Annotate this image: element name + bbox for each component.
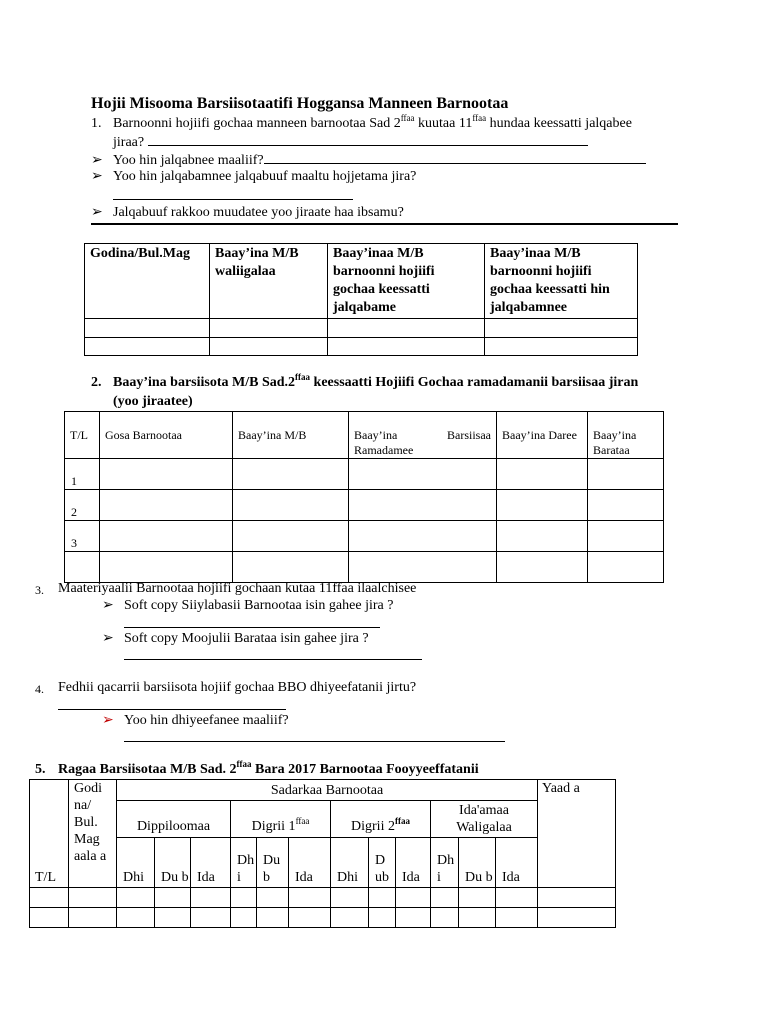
table-1-header: Baay’inaa M/B barnoonni hojiifi gochaa keessatti hin jalqabamnee <box>485 244 638 319</box>
sub-col-header: Dhi <box>117 838 155 888</box>
table-cell[interactable] <box>331 908 369 928</box>
table-cell[interactable] <box>496 908 538 928</box>
table-cell[interactable] <box>459 908 496 928</box>
row-number: 2 <box>65 490 100 521</box>
q1-answer-blank[interactable] <box>148 133 588 146</box>
table-cell[interactable] <box>497 459 588 490</box>
table-1-header: Baay’ina M/B waliigalaa <box>210 244 328 319</box>
table-2-header-row <box>65 412 664 459</box>
q4-sub1: ➢ Yoo hin dhiyeefanee maaliif? <box>102 713 289 728</box>
table-row <box>65 459 664 490</box>
table-cell[interactable] <box>588 490 664 521</box>
table-cell[interactable] <box>191 888 231 908</box>
sub-col-header: Dh i <box>231 838 257 888</box>
q2-number: 2. <box>91 375 102 390</box>
table-cell[interactable] <box>117 888 155 908</box>
arrow-bullet-icon: ➢ <box>102 713 114 728</box>
arrow-bullet-icon: ➢ <box>91 153 103 168</box>
q3-sub2: ➢ Soft copy Moojulii Barataa isin gahee jira ? <box>102 631 369 646</box>
tl-header: T/L <box>30 780 69 888</box>
table-cell[interactable] <box>369 908 396 928</box>
sub-col-header: Dh i <box>431 838 459 888</box>
table-cell[interactable] <box>538 888 616 908</box>
arrow-bullet-icon: ➢ <box>102 598 114 613</box>
table-cell[interactable] <box>257 888 289 908</box>
table-3 <box>29 779 616 928</box>
table-cell[interactable] <box>233 552 349 583</box>
arrow-bullet-icon: ➢ <box>91 205 103 220</box>
sub-col-header: Ida <box>289 838 331 888</box>
arrow-bullet-icon: ➢ <box>91 169 103 184</box>
q1-sub1-blank[interactable] <box>264 151 646 164</box>
table-1 <box>84 243 638 356</box>
table-cell[interactable] <box>100 459 233 490</box>
q5-text: Ragaa Barsiisotaa M/B Sad. $2^{ffaa}$ Bara 2017 Barnootaa Fooyyeeffatanii <box>58 759 479 777</box>
table-2-header: Gosa Barnootaa <box>100 412 233 459</box>
q1-sub3: ➢ Jalqabuuf rakkoo muudatee yoo jiraate haa ibsamu? <box>91 205 404 220</box>
table-cell[interactable] <box>191 908 231 928</box>
table-cell[interactable] <box>328 338 485 356</box>
q1-sub2: ➢ Yoo hin jalqabamnee jalqabuuf maaltu hojjetama jira? <box>91 169 417 184</box>
q4-text: Fedhii qacarrii barsiisota hojiif gochaa BBO dhiyeefatanii jirtu? <box>58 680 417 695</box>
table-cell[interactable] <box>289 908 331 928</box>
q4-answer-blank[interactable] <box>58 709 286 710</box>
row-number: 1 <box>65 459 100 490</box>
table-row <box>85 319 638 338</box>
table-row <box>30 888 616 908</box>
digrii1-header: Digrii $1^{ffaa}$ <box>231 801 331 838</box>
table-cell[interactable] <box>369 888 396 908</box>
table-1-header-row <box>85 244 638 319</box>
table-3-level-row <box>30 801 616 838</box>
sub-col-header: Ida <box>191 838 231 888</box>
row-number: 3 <box>65 521 100 552</box>
table-cell[interactable] <box>431 888 459 908</box>
table-cell[interactable] <box>100 552 233 583</box>
table-cell[interactable] <box>85 338 210 356</box>
q3-sub1: ➢ Soft copy Siiylabasii Barnootaa isin gahee jira ? <box>102 598 394 613</box>
sadarkaa-header: Sadarkaa Barnootaa <box>117 780 538 801</box>
q4-sub1-blank[interactable] <box>124 741 505 742</box>
table-cell[interactable] <box>155 888 191 908</box>
table-cell[interactable] <box>588 521 664 552</box>
sub-col-header: Ida <box>396 838 431 888</box>
sub-col-header: D ub <box>369 838 396 888</box>
table-1-header: Godina/Bul.Mag <box>85 244 210 319</box>
table-cell[interactable] <box>331 888 369 908</box>
q4-number: 4. <box>35 682 44 696</box>
dippiloomaa-header: Dippiloomaa <box>117 801 231 838</box>
table-cell[interactable] <box>210 338 328 356</box>
table-cell[interactable] <box>588 552 664 583</box>
q5-number: 5. <box>35 762 46 777</box>
table-cell[interactable] <box>100 521 233 552</box>
table-cell[interactable] <box>349 459 497 490</box>
sub-col-header: Du b <box>155 838 191 888</box>
table-cell[interactable] <box>65 552 100 583</box>
table-2-header: Baay’ina Daree <box>497 412 588 459</box>
table-2-header: Baay’ina Barsiisaa Ramadamee <box>349 412 497 459</box>
table-2 <box>64 411 664 583</box>
table-cell[interactable] <box>257 908 289 928</box>
godina-header: Godi na/ Bul. Mag aala a <box>69 780 117 888</box>
table-cell[interactable] <box>155 908 191 928</box>
table-cell[interactable] <box>497 552 588 583</box>
table-3-subheader-row <box>30 838 616 888</box>
sub-col-header: Dhi <box>331 838 369 888</box>
q3-sub2-blank[interactable] <box>124 659 422 660</box>
table-row <box>65 521 664 552</box>
q3-sub1-blank[interactable] <box>124 627 380 628</box>
q3-number: 3. <box>35 583 44 597</box>
arrow-bullet-icon: ➢ <box>102 631 114 646</box>
q1-sub2-blank[interactable] <box>113 199 353 200</box>
q1-text: Barnoonni hojiifi gochaa manneen barnootaa Sad $2^{ffaa}$ kuutaa $11^{ffaa}$ hundaa keessatti jalqabee <box>113 113 632 131</box>
q2-text-cont: (yoo jiraatee) <box>113 394 193 409</box>
table-cell[interactable] <box>30 908 69 928</box>
table-cell[interactable] <box>233 521 349 552</box>
table-cell[interactable] <box>69 908 117 928</box>
table-row <box>30 908 616 928</box>
table-cell[interactable] <box>30 888 69 908</box>
table-2-header: T/L <box>65 412 100 459</box>
q1-number: 1. <box>91 116 102 131</box>
table-cell[interactable] <box>459 888 496 908</box>
table-cell[interactable] <box>349 521 497 552</box>
sub-col-header: Du b <box>459 838 496 888</box>
q2-text: Baay’ina barsiisota M/B $Sad.2^{ffaa}$ keessaatti Hojiifi Gochaa ramadamanii barsiisaa jiran <box>113 372 639 390</box>
table-cell[interactable] <box>396 908 431 928</box>
table-cell[interactable] <box>538 908 616 928</box>
table-cell[interactable] <box>85 319 210 338</box>
idaamaa-header: Ida'amaa Waligalaa <box>431 801 538 838</box>
table-cell[interactable] <box>289 888 331 908</box>
table-cell[interactable] <box>233 490 349 521</box>
table-cell[interactable] <box>396 888 431 908</box>
table-cell[interactable] <box>485 338 638 356</box>
page-title: Hojii Misooma Barsiisotaatifi Hoggansa Manneen Barnootaa <box>91 95 509 112</box>
sub-col-header: Du b <box>257 838 289 888</box>
table-row <box>65 490 664 521</box>
table-2-header: Baay’ina Barataa <box>588 412 664 459</box>
table-cell[interactable] <box>496 888 538 908</box>
table-3-header-row <box>30 780 616 801</box>
table-cell[interactable] <box>117 908 155 928</box>
table-2-header: Baay’ina M/B <box>233 412 349 459</box>
table-cell[interactable] <box>497 490 588 521</box>
table-cell[interactable] <box>69 888 117 908</box>
table-cell[interactable] <box>328 319 485 338</box>
section-divider <box>91 223 678 225</box>
table-cell[interactable] <box>431 908 459 928</box>
table-cell[interactable] <box>497 521 588 552</box>
table-1-header: Baay’inaa M/B barnoonni hojiifi gochaa keessatti jalqabame <box>328 244 485 319</box>
table-cell[interactable] <box>349 552 497 583</box>
q3-text: Maateriyaalii Barnootaa hojiifi gochaan kutaa 11ffaa ilaalchisee <box>58 581 417 596</box>
table-row <box>85 338 638 356</box>
table-cell[interactable] <box>233 459 349 490</box>
table-cell[interactable] <box>485 319 638 338</box>
yaada-header: Yaad a <box>538 780 616 888</box>
table-cell[interactable] <box>210 319 328 338</box>
table-cell[interactable] <box>100 490 233 521</box>
q1-sub1: ➢ Yoo hin jalqabnee maaliif? <box>91 151 646 170</box>
q1-text-cont: jiraa? <box>113 133 588 152</box>
table-cell[interactable] <box>349 490 497 521</box>
digrii2-header: Digrii $2^{ffaa}$ <box>331 801 431 838</box>
sub-col-header: Ida <box>496 838 538 888</box>
table-row <box>65 552 664 583</box>
table-cell[interactable] <box>588 459 664 490</box>
table-cell[interactable] <box>231 888 257 908</box>
table-cell[interactable] <box>231 908 257 928</box>
